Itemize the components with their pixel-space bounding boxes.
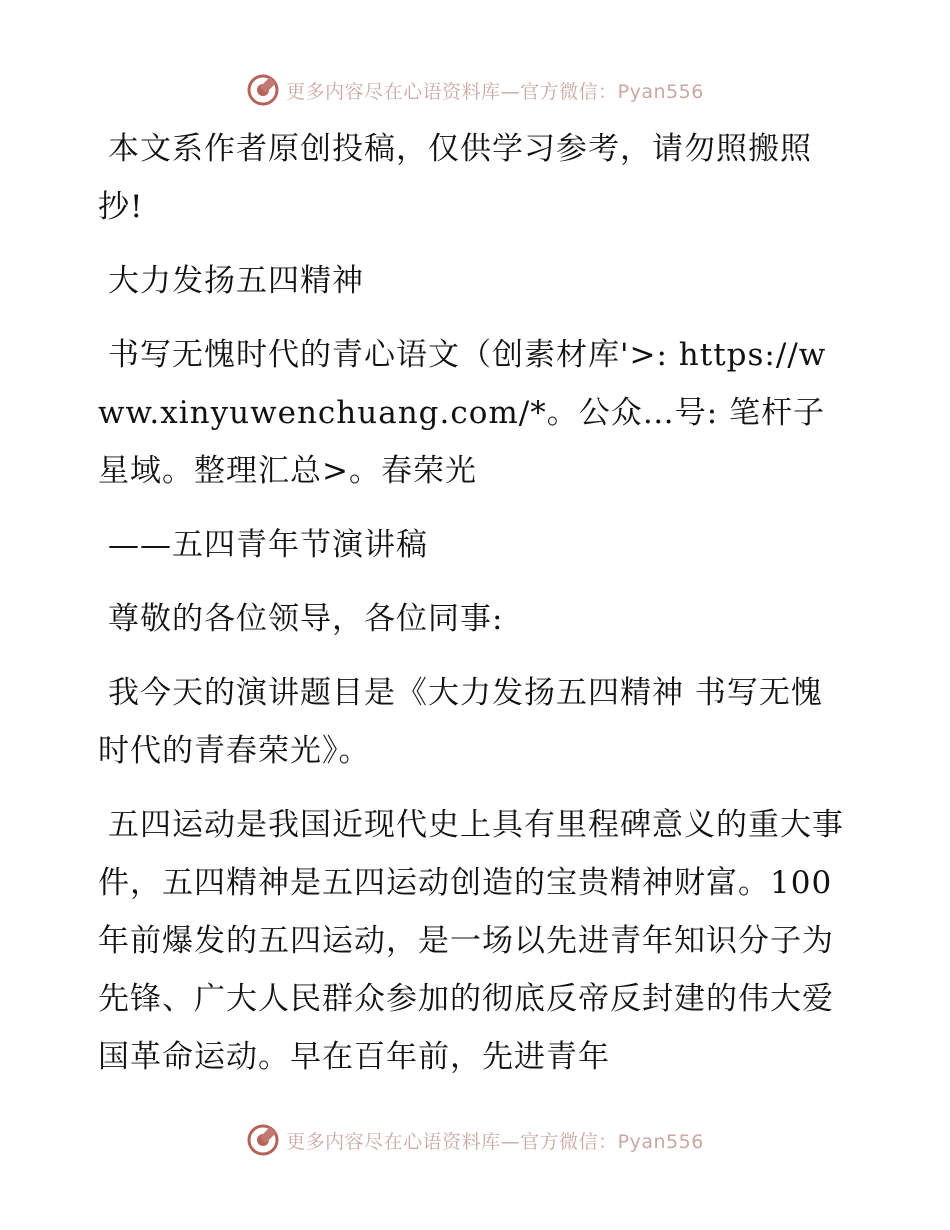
brush-circle-logo-icon [246, 73, 280, 107]
paragraph-salutation: 尊敬的各位领导，各位同事: [108, 601, 504, 637]
footer-site-name: 更多内容尽在心语资料库 [286, 1130, 501, 1153]
footer-banner-text [286, 1127, 704, 1154]
paragraph-subtitle: ——五四青年节演讲稿 [108, 527, 428, 563]
paragraph: 本文系作者原创投稿，仅供学习参考，请勿照搬照抄! [98, 131, 812, 225]
document-body [98, 120, 850, 1102]
brush-circle-logo-icon [246, 1123, 280, 1157]
header-banner-text [286, 77, 704, 104]
header-banner [0, 70, 950, 110]
footer-official-wechat: —官方微信：Pyan556 [500, 1130, 704, 1153]
paragraph: 五四运动是我国近现代史上具有里程碑意义的重大事件，五四精神是五四运动创造的宝贵精神财富。100年前爆发的五四运动，是一场以先进青年知识分子为先锋、广大人民群众参加的彻底反帝反封建的伟大爱国革命运动。早在百年前，先进青年 [98, 807, 844, 1075]
footer-banner [0, 1120, 950, 1160]
paragraph: 我今天的演讲题目是《大力发扬五四精神 书写无愧时代的青春荣光》。 [98, 675, 823, 769]
paragraph-title: 大力发扬五四精神 [108, 263, 364, 299]
paragraph: 书写无愧时代的青心语文（创素材库'>: https://www.xinyuwenchuang.com/*。公众…号: 笔杆子星域。整理汇总>。春荣光 [98, 337, 827, 489]
header-official-wechat: —官方微信：Pyan556 [500, 80, 704, 103]
header-site-name: 更多内容尽在心语资料库 [286, 80, 501, 103]
